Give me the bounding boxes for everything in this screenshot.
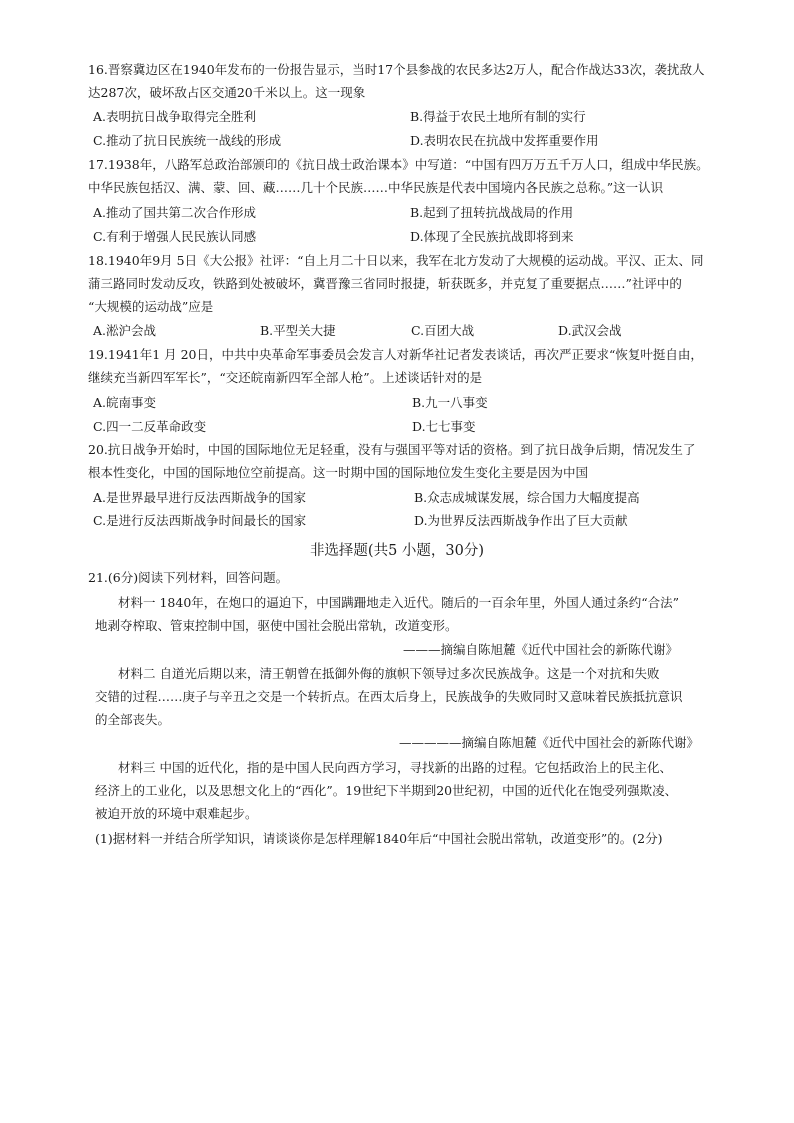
q21-sub-question-1: (1)据材料一并结合所学知识，请谈谈你是怎样理解1840年后“中国社会脱出常轨，改道变形”的。(2分)	[95, 831, 663, 846]
q21-material1-line-2: 地剥夺榨取、管束控制中国，驱使中国社会脱出常轨，改道变形。	[95, 618, 458, 633]
q16-stem-line-2: 达287次，破坏敌占区交通20千米以上。这一现象	[88, 85, 366, 100]
q16-option-a: A.表明抗日战争取得完全胜利	[93, 109, 257, 124]
q18-option-a: A.淞沪会战	[93, 323, 157, 338]
q17-option-d: D.体现了全民族抗战即将到来	[410, 229, 574, 244]
q19-stem-line-1: 19.1941年1 月 20日，中共中央革命军事委员会发言人对新华社记者发表谈话，再次严正要求“恢复叶挺自由，	[88, 347, 703, 362]
q20-option-c: C.是进行反法西斯战争时间最长的国家	[93, 513, 307, 528]
q17-option-b: B.起到了扭转抗战战局的作用	[410, 205, 574, 220]
q20-option-d: D.为世界反法西斯战争作出了巨大贡献	[414, 513, 628, 528]
q21-material2-source: —————摘编自陈旭麓《近代中国社会的新陈代谢》	[399, 735, 700, 750]
q21-material3-line-2: 经济上的工业化，以及思想文化上的“西化”。19世纪下半期到20世纪初，中国的近代化在饱受列强欺凌、	[95, 783, 678, 798]
q18-option-d: D.武汉会战	[558, 323, 622, 338]
q19-option-d: D.七七事变	[412, 419, 476, 434]
q20-stem-line-1: 20.抗日战争开始时，中国的国际地位无足轻重，没有与强国平等对话的资格。到了抗日战争后期，情况发生了	[88, 442, 696, 457]
q21-material3-line-1: 材料三 中国的近代化，指的是中国人民向西方学习，寻找新的出路的过程。它包括政治上的民主化、	[118, 760, 672, 775]
q21-material2-line-2: 交错的过程……庚子与辛丑之交是一个转折点。在西太后身上，民族战争的失败同时又意味着民族抵抗意识	[95, 689, 683, 704]
q19-option-c: C.四一二反革命政变	[93, 419, 207, 434]
q17-option-c: C.有利于增强人民民族认同感	[93, 229, 257, 244]
q17-stem-line-1: 17.1938年，八路军总政治部颁印的《抗日战士政治课本》中写道：“中国有四万万五千万人口，组成中华民族。	[88, 157, 709, 172]
q20-stem-line-2: 根本性变化，中国的国际地位空前提高。这一时期中国的国际地位发生变化主要是因为中国	[88, 465, 589, 480]
section-heading: 非选择题(共5 小题，30分)	[309, 543, 485, 559]
q18-option-c: C.百团大战	[411, 323, 475, 338]
q21-material1-source: ———摘编自陈旭麓《近代中国社会的新陈代谢》	[403, 642, 679, 657]
q21-material1-line-1: 材料一 1840年，在炮口的逼迫下，中国蹒跚地走入近代。随后的一百余年里，外国人通过条约“合法”	[118, 595, 680, 610]
q17-stem-line-2: 中华民族包括汉、满、蒙、回、藏……几十个民族……中华民族是代表中国境内各民族之总称。”这一认识	[88, 180, 664, 195]
q17-option-a: A.推动了国共第二次合作形成	[93, 205, 257, 220]
q18-stem-line-2: 蒲三路同时发动反攻，铁路到处被破坏，冀晋豫三省同时报捷，斩获既多，并克复了重要据点……”社评中的	[88, 276, 682, 291]
q18-stem-line-3: “大规模的运动战”应是	[88, 299, 214, 314]
q20-option-a: A.是世界最早进行反法西斯战争的国家	[93, 490, 307, 505]
q16-option-c: C.推动了抗日民族统一战线的形成	[93, 133, 282, 148]
q18-stem-line-1: 18.1940年9月 5日《大公报》社评：“自上月二十日以来，我军在北方发动了大规模的运动战。平汉、正太、同	[88, 253, 704, 268]
q19-option-a: A.皖南事变	[93, 395, 157, 410]
q21-material2-line-3: 的全部丧失。	[95, 712, 171, 727]
q19-option-b: B.九一八事变	[412, 395, 488, 410]
q16-option-b: B.得益于农民土地所有制的实行	[410, 109, 586, 124]
q18-option-b: B.平型关大捷	[260, 323, 336, 338]
q21-material2-line-1: 材料二 自道光后期以来，清王朝曾在抵御外侮的旗帜下领导过多次民族战争。这是一个对抗和失败	[118, 666, 660, 681]
q19-stem-line-2: 继续充当新四军军长”，“交还皖南新四军全部人枪”。上述谈话针对的是	[88, 370, 483, 385]
q16-stem-line-1: 16.晋察冀边区在1940年发布的一份报告显示，当时17个县参战的农民多达2万人，配合作战达33次，袭扰敌人	[88, 62, 705, 77]
q21-material3-line-3: 被迫开放的环境中艰难起步。	[95, 806, 258, 821]
q21-intro: 21.(6分)阅读下列材料，回答问题。	[88, 570, 289, 585]
q20-option-b: B.众志成城谋发展，综合国力大幅度提高	[414, 490, 640, 505]
q16-option-d: D.表明农民在抗战中发挥重要作用	[410, 133, 599, 148]
